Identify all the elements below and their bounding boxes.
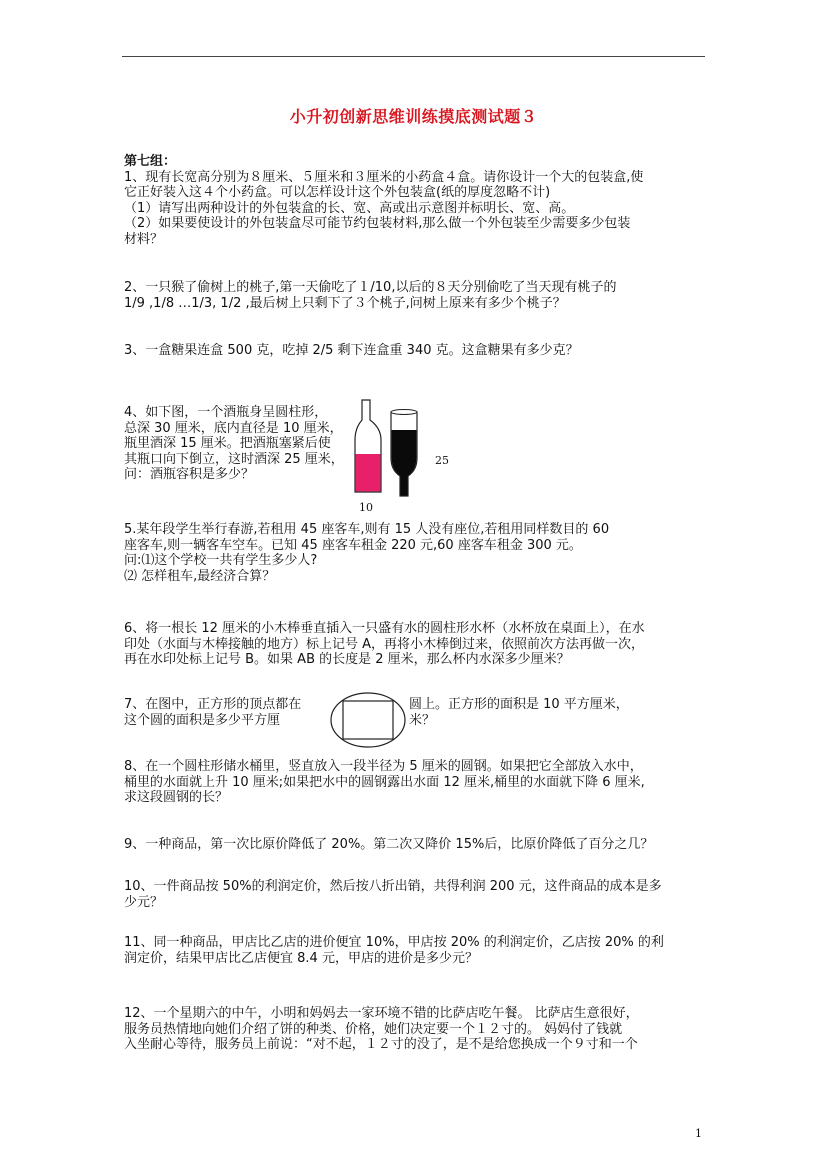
q7-line: 7、在图中，正方形的顶点都在 <box>124 697 302 712</box>
q4-line: 4、如下图，一个酒瓶身呈圆柱形， <box>124 405 328 420</box>
bottle-figure <box>340 392 460 518</box>
q4-line: 其瓶口向下倒立，这时酒深 25 厘米， <box>124 451 344 467</box>
q8-line: 求这段圆钢的长？ <box>124 790 229 805</box>
q2-line: 2、一只猴了偷树上的桃子,第一天偷吃了１/10,以后的８天分别偷吃了当天现有桃子的 <box>124 280 617 295</box>
q5-line: 5.某年段学生举行春游,若租用 45 座客车,则有 15 人没有座位,若租用同样数目的 60 <box>124 522 610 537</box>
q2-line: 1/9 ,1/8 …1/3, 1/2 ,最后树上只剩下了３个桃子,问树上原来有多少个桃子？ <box>124 295 566 311</box>
q7-line: 这个圆的面积是多少平方厘 <box>124 712 281 728</box>
q7-line: 米？ <box>409 712 436 728</box>
inverted-bottle-wine <box>392 430 417 496</box>
q1-line: （2）如果要使设计的外包装盒尽可能节约包装材料,那么做一个外包装至少需要多少包装 <box>124 216 631 231</box>
question-2 <box>124 280 709 311</box>
q1-line: 它正好装入这４个小药盒。可以怎样设计这个外包装盒(纸的厚度忽略不计) <box>124 185 551 200</box>
q6-line: 6、将一根长 12 厘米的小木棒垂直插入一只盛有水的圆柱形水杯（水杯放在桌面上），在水 <box>124 621 645 636</box>
q9-line: 9、一种商品，第一次比原价降低了 20%。第二次又降价 15%后，比原价降低了百分之几？ <box>124 837 654 852</box>
question-7-right <box>409 697 709 728</box>
question-5 <box>124 522 709 584</box>
q12-line: 服务员热情地向她们介绍了饼的种类、价格，她们决定要一个１２寸的。 妈妈付了钱就 <box>124 1021 623 1037</box>
q12-line: 入坐耐心等待，服务员上前说：“对不起，１２寸的没了，是不是给您换成一个９寸和一个 <box>124 1037 638 1052</box>
q1-line: 材料？ <box>124 231 164 247</box>
q3-line: 3、一盒糖果连盒 500 克，吃掉 2/5 剩下连盒重 340 克。这盒糖果有多少克？ <box>124 343 579 358</box>
inverted-bottle-rim <box>391 410 417 415</box>
circle-square-figure <box>328 690 408 750</box>
q4-line: 总深 30 厘米，底内直径是 10 厘米， <box>124 420 343 436</box>
q1-line: 1、现有长宽高分别为８厘米、５厘米和３厘米的小药盒４盒。请你设计一个大的包装盒,使 <box>124 169 644 185</box>
question-10 <box>124 879 709 910</box>
label-width: 10 <box>359 501 373 514</box>
q11-line: 润定价，结果甲店比乙店便宜 8.4 元，甲店的进价是多少元？ <box>124 950 478 966</box>
q8-line: 桶里的水面就上升 10 厘米;如果把水中的圆钢露出水面 12 厘米,桶里的水面就下降 6 厘米, <box>124 774 645 790</box>
question-6 <box>124 621 709 668</box>
q11-line: 11、同一种商品，甲店比乙店的进价便宜 10%，甲店按 20% 的利润定价，乙店按 20% 的利 <box>124 935 664 950</box>
upright-bottle-wine <box>356 454 381 491</box>
page-number: 1 <box>695 1127 702 1140</box>
q12-line: 12、一个星期六的中午，小明和妈妈去一家环境不错的比萨店吃午餐。 比萨店生意很好， <box>124 1006 639 1021</box>
label-depth: 25 <box>435 454 449 467</box>
question-3 <box>124 343 709 359</box>
question-11 <box>124 935 709 966</box>
q10-line: 10、一件商品按 50%的利润定价，然后按八折出销，共得利润 200 元，这件商品的成本是多 <box>124 879 662 894</box>
question-4 <box>124 405 364 483</box>
q10-line: 少元？ <box>124 894 164 910</box>
header-rule <box>122 56 705 57</box>
question-12 <box>124 1006 709 1053</box>
inscribed-square <box>343 701 393 739</box>
question-8 <box>124 759 709 806</box>
q6-line: 再在水印处标上记号 B。如果 AB 的长度是 2 厘米，那么杯内水深多少厘米？ <box>124 652 570 667</box>
q5-line: ⑵ 怎样租车,最经济合算？ <box>124 568 276 584</box>
q7-line: 圆上。正方形的面积是 10 平方厘米， <box>409 697 629 712</box>
q8-line: 8、在一个圆柱形储水桶里，竖直放入一段半径为 5 厘米的圆钢。如果把它全部放入水中， <box>124 759 643 774</box>
q6-line: 印处（水面与木棒接触的地方）标上记号 A，再将小木棒倒过来，依照前次方法再做一次， <box>124 636 645 652</box>
question-9 <box>124 837 709 853</box>
group-label: 第七组： <box>124 154 177 169</box>
question-7-left <box>124 697 334 728</box>
q5-line: 座客车,则一辆客车空车。已知 45 座客车租金 220 元,60 座客车租金 300 元。 <box>124 537 582 553</box>
question-1 <box>124 154 709 247</box>
q4-line: 瓶里酒深 15 厘米。把酒瓶塞紧后使 <box>124 436 331 451</box>
page-title: 小升初创新思维训练摸底测试题３ <box>289 107 538 126</box>
q4-line: 问：酒瓶容积是多少？ <box>124 467 255 482</box>
q1-line: （1）请写出两种设计的外包装盒的长、宽、高或出示意图并标明长、宽、高。 <box>124 200 575 216</box>
q5-line: 问:⑴这个学校一共有学生多少人? <box>124 553 318 568</box>
